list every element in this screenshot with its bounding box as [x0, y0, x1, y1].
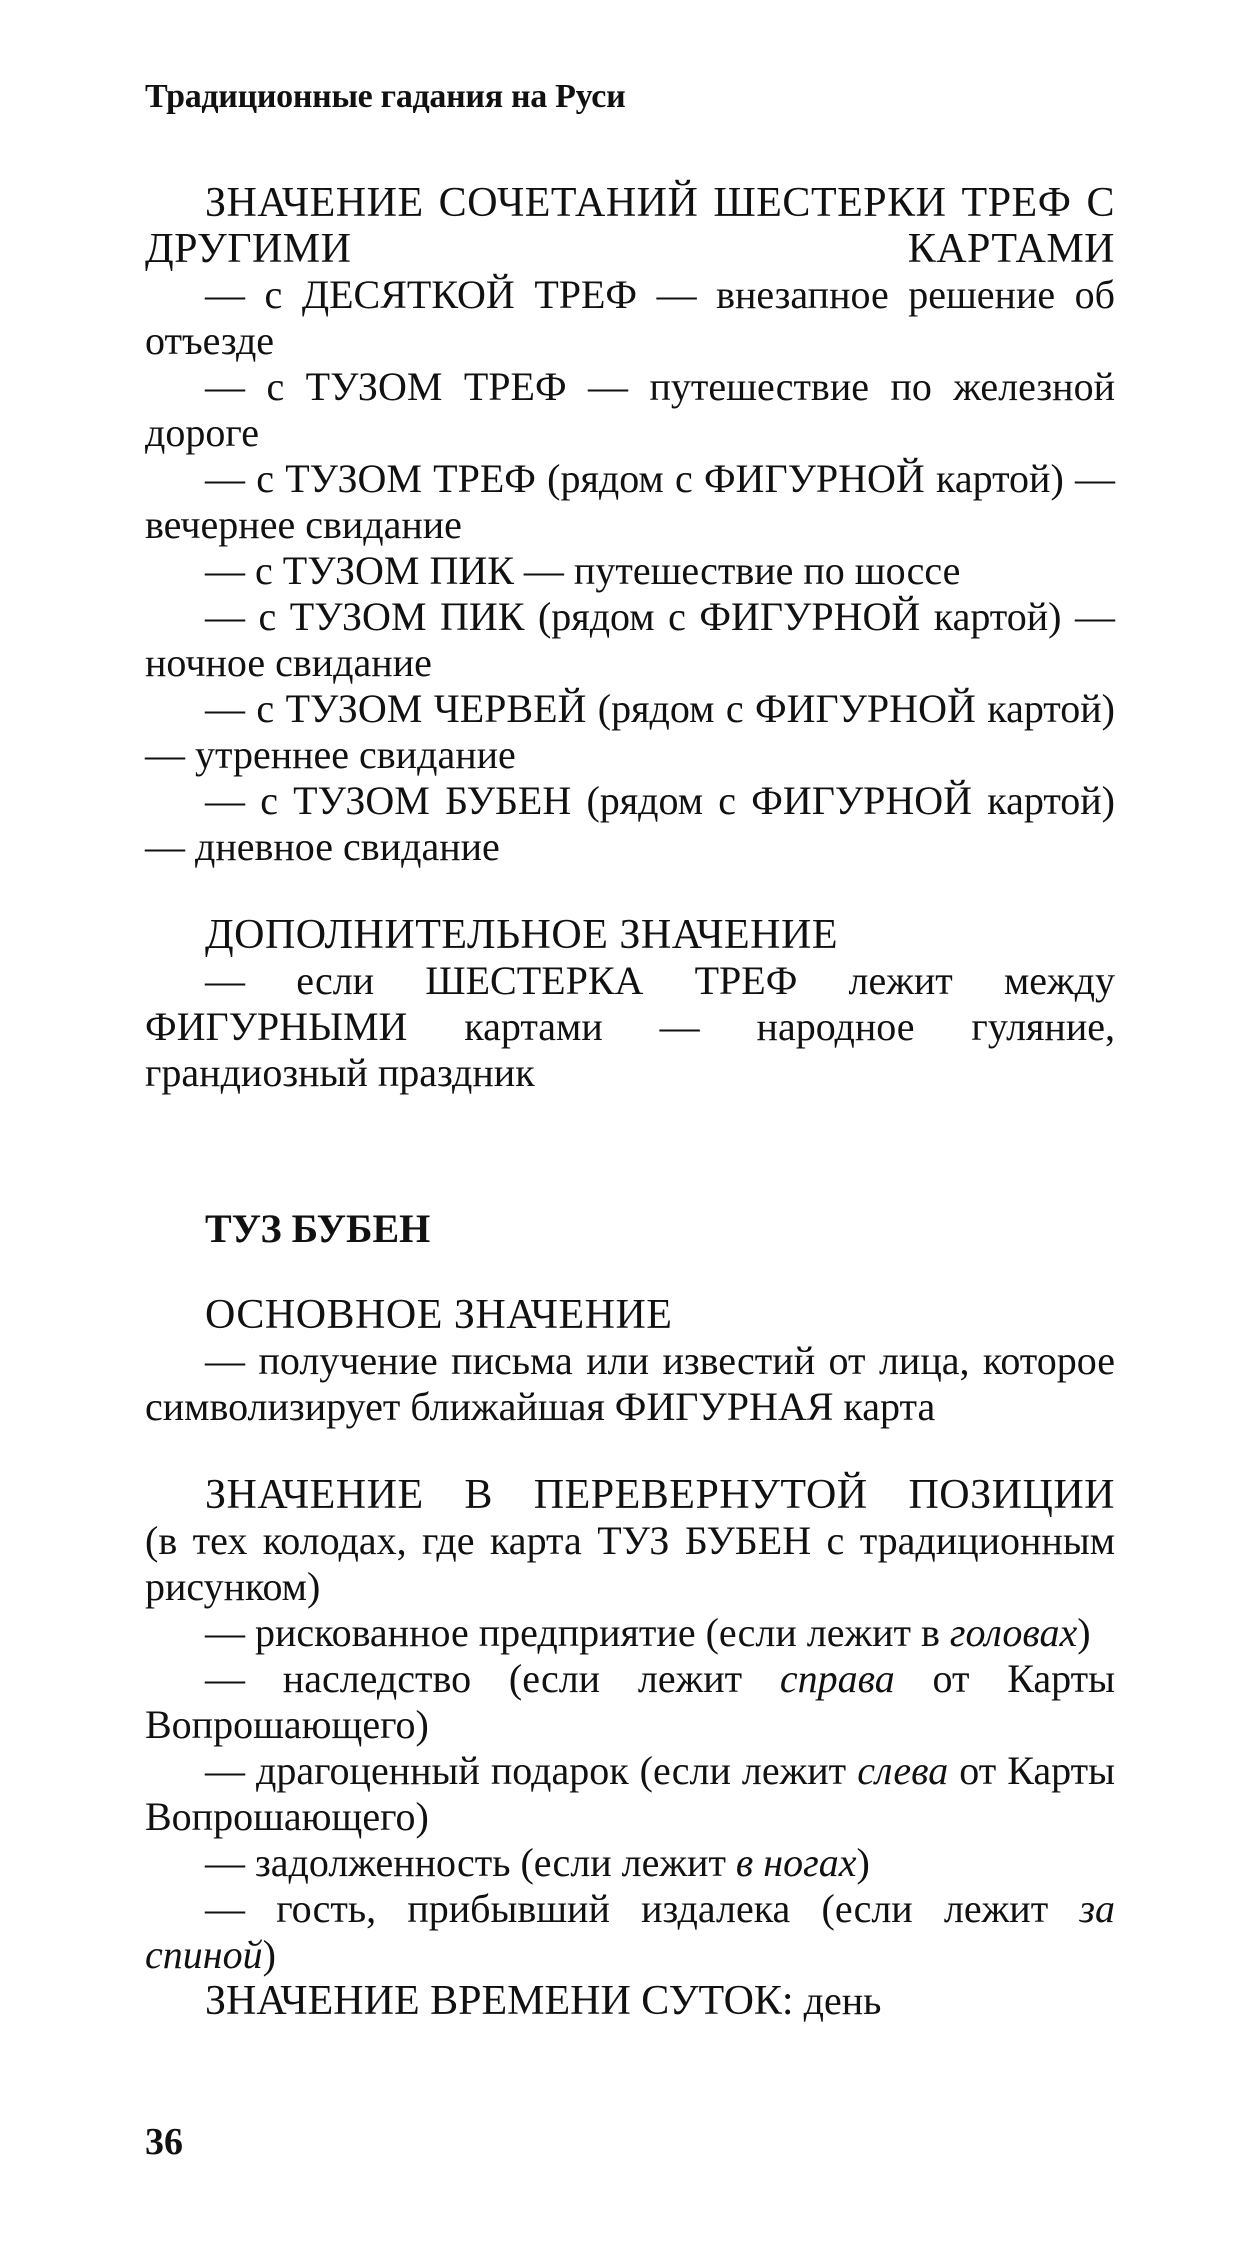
spacer — [145, 870, 1115, 912]
section-heading-additional: ДОПОЛНИТЕЛЬНОЕ ЗНАЧЕНИЕ — [205, 912, 838, 958]
list-item: — с ТУЗОМ ПИК — путешествие по шоссе — [205, 548, 961, 593]
spacer — [145, 1252, 1115, 1292]
list-item: — с ТУЗОМ ПИК (рядом с ФИГУРНОЙ картой) — ночное свидание — [145, 594, 1115, 685]
time-of-day-label: ЗНАЧЕНИЕ ВРЕМЕНИ СУТОК: — [205, 1978, 794, 2024]
book-page — [145, 0, 1115, 2254]
page-number: 36 — [145, 2121, 183, 2163]
list-item: — гость, прибывший издалека (если лежит за спиной) — [145, 1886, 1115, 1977]
card-title: ТУЗ БУБЕН — [205, 1206, 431, 1251]
list-item: — получение письма или известий от лица, которое символизирует ближайшая ФИГУРНАЯ карта — [145, 1338, 1115, 1429]
list-item: — с ДЕСЯТКОЙ ТРЕФ — внезапное решение об отъезде — [145, 272, 1115, 363]
list-item: — с ТУЗОМ ЧЕРВЕЙ (рядом с ФИГУРНОЙ картой) — утреннее свидание — [145, 686, 1115, 777]
reversed-note: (в тех колодах, где карта ТУЗ БУБЕН с традиционным рисунком) — [145, 1518, 1115, 1609]
section-heading-reversed: ЗНАЧЕНИЕ В ПЕРЕВЕРНУТОЙ ПОЗИЦИИ — [205, 1472, 1115, 1518]
list-item: — с ТУЗОМ ТРЕФ (рядом с ФИГУРНОЙ картой) — вечернее свидание — [145, 456, 1115, 547]
spacer — [145, 1430, 1115, 1472]
page-body — [145, 180, 1115, 2024]
list-item: — с ТУЗОМ БУБЕН (рядом с ФИГУРНОЙ картой) — дневное свидание — [145, 778, 1115, 869]
list-item: — задолженность (если лежит в ногах) — [205, 1840, 870, 1885]
section-heading-combinations: ЗНАЧЕНИЕ СОЧЕТАНИЙ ШЕСТЕРКИ ТРЕФ С ДРУГИМИ КАРТАМИ — [145, 180, 1115, 272]
section-heading-main: ОСНОВНОЕ ЗНАЧЕНИЕ — [205, 1292, 673, 1338]
time-of-day — [145, 1978, 1115, 2024]
list-item: — драгоценный подарок (если лежит слева от Карты Вопрошающего) — [145, 1748, 1115, 1839]
list-item: — рискованное предприятие (если лежит в головах) — [205, 1610, 1091, 1655]
list-item: — если ШЕСТЕРКА ТРЕФ лежит между ФИГУРНЫМИ картами — народное гуляние, грандиозный праздник — [145, 958, 1115, 1095]
list-item: — наследство (если лежит справа от Карты Вопрошающего) — [145, 1656, 1115, 1747]
running-head: Традиционные гадания на Руси — [145, 78, 626, 115]
list-item: — с ТУЗОМ ТРЕФ — путешествие по железной дороге — [145, 364, 1115, 455]
time-of-day-value: день — [803, 1978, 882, 2023]
spacer — [145, 1096, 1115, 1206]
